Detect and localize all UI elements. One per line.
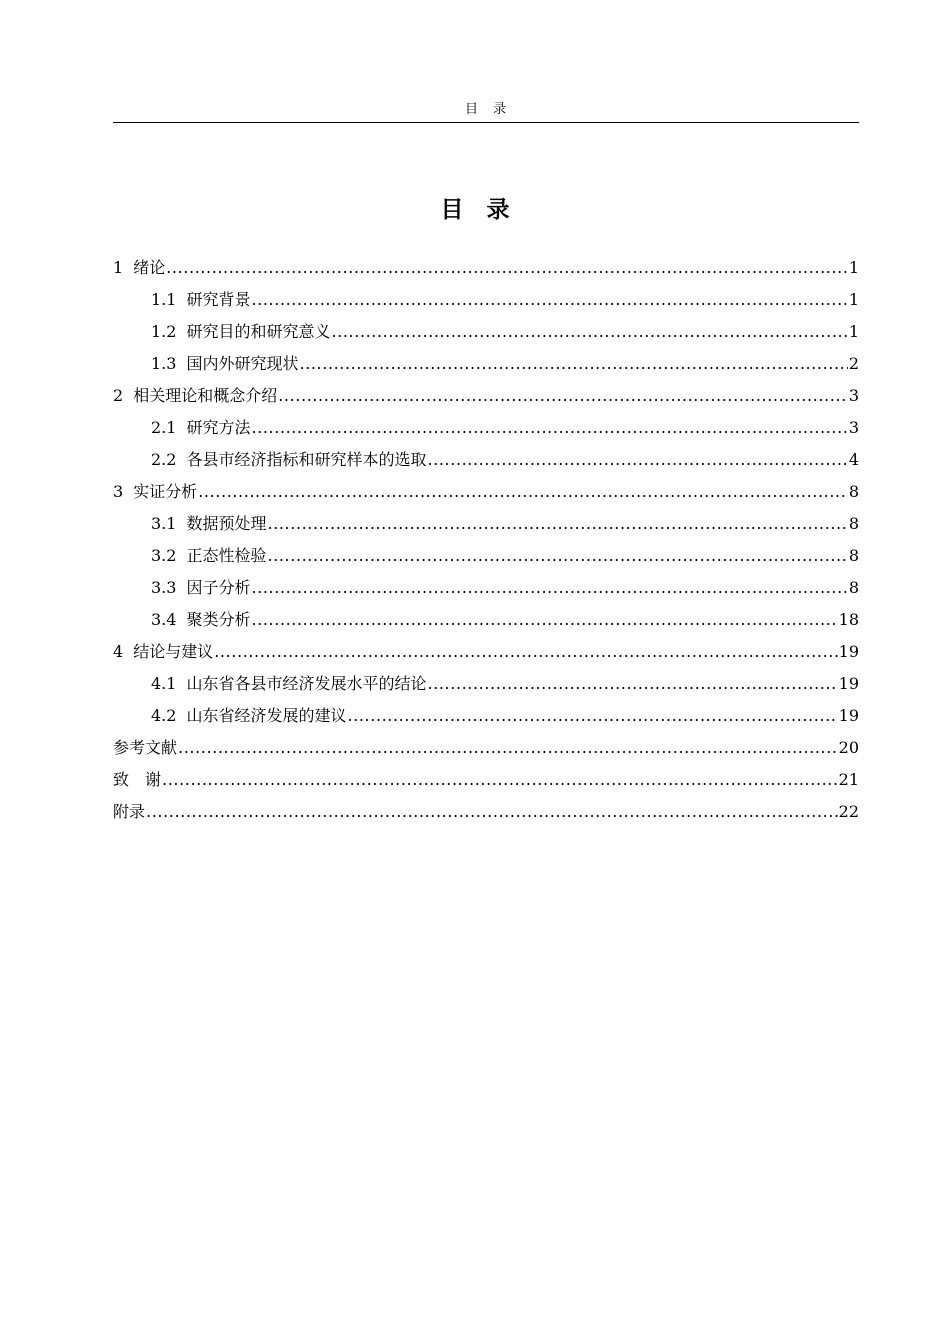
toc-entry-ch4[interactable] — [113, 636, 859, 668]
toc-dot-leader — [267, 540, 847, 572]
toc-entry-title: 参考文献 — [113, 738, 178, 757]
toc-entry-title: 数据预处理 — [186, 514, 267, 533]
toc-dot-leader — [278, 380, 848, 412]
toc-entry-page: 20 — [838, 738, 859, 757]
toc-entry-number: 4 — [113, 642, 124, 661]
toc-dot-leader — [214, 636, 837, 668]
toc-entry-4-2[interactable] — [113, 700, 859, 732]
toc-dot-leader — [251, 412, 847, 444]
toc-entry-appendix[interactable] — [113, 796, 859, 828]
toc-entry-number: 4.2 — [151, 706, 177, 725]
toc-entry-page: 19 — [838, 642, 859, 661]
toc-entry-references[interactable] — [113, 732, 859, 764]
toc-entry-ch3[interactable] — [113, 476, 859, 508]
running-header: 目 录 — [113, 100, 859, 123]
toc-entry-number: 3.3 — [151, 578, 177, 597]
toc-entry-title: 因子分析 — [186, 578, 251, 597]
toc-entry-page: 4 — [848, 450, 859, 469]
toc-entry-number: 3.1 — [151, 514, 177, 533]
toc-entry-title: 绪论 — [133, 258, 166, 277]
toc-entry-title: 相关理论和概念介绍 — [133, 386, 278, 405]
toc-entry-title: 附录 — [113, 802, 146, 821]
toc-dot-leader — [347, 700, 837, 732]
toc-dot-leader — [427, 444, 847, 476]
toc-entry-page: 1 — [848, 322, 859, 341]
toc-entry-title: 山东省各县市经济发展水平的结论 — [186, 674, 427, 693]
toc-dot-leader — [251, 572, 847, 604]
toc-entry-page: 19 — [838, 706, 859, 725]
toc-entry-number: 2.2 — [151, 450, 177, 469]
toc-entry-page: 8 — [848, 514, 859, 533]
toc-entry-page: 8 — [848, 482, 859, 501]
toc-entry-title: 山东省经济发展的建议 — [186, 706, 347, 725]
toc-entry-title: 正态性检验 — [186, 546, 267, 565]
toc-dot-leader — [251, 284, 847, 316]
toc-entry-number: 4.1 — [151, 674, 177, 693]
table-of-contents — [113, 252, 859, 828]
toc-entry-number: 2.1 — [151, 418, 177, 437]
toc-entry-number: 2 — [113, 386, 124, 405]
toc-dot-leader — [251, 604, 837, 636]
toc-entry-title: 研究背景 — [186, 290, 251, 309]
toc-dot-leader — [166, 252, 848, 284]
toc-entry-number: 3.2 — [151, 546, 177, 565]
toc-entry-title: 研究目的和研究意义 — [186, 322, 331, 341]
toc-dot-leader — [267, 508, 847, 540]
toc-entry-2-2[interactable] — [113, 444, 859, 476]
toc-entry-1-1[interactable] — [113, 284, 859, 316]
toc-title: 目 录 — [440, 197, 510, 223]
toc-entry-number: 1.1 — [151, 290, 177, 309]
toc-entry-page: 1 — [848, 258, 859, 277]
toc-entry-1-2[interactable] — [113, 316, 859, 348]
toc-entry-3-1[interactable] — [113, 508, 859, 540]
toc-entry-title: 致 谢 — [113, 770, 162, 789]
toc-entry-page: 3 — [848, 386, 859, 405]
toc-entry-page: 8 — [848, 578, 859, 597]
toc-entry-page: 22 — [838, 802, 859, 821]
toc-entry-1-3[interactable] — [113, 348, 859, 380]
toc-entry-number: 1.2 — [151, 322, 177, 341]
toc-entry-3-3[interactable] — [113, 572, 859, 604]
toc-entry-number: 3.4 — [151, 610, 177, 629]
toc-entry-page: 3 — [848, 418, 859, 437]
toc-dot-leader — [299, 348, 847, 380]
toc-entry-number: 3 — [113, 482, 124, 501]
toc-dot-leader — [146, 796, 838, 828]
toc-entry-page: 8 — [848, 546, 859, 565]
toc-dot-leader — [178, 732, 838, 764]
toc-entry-ch1[interactable] — [113, 252, 859, 284]
toc-dot-leader — [331, 316, 847, 348]
toc-entry-number: 1.3 — [151, 354, 177, 373]
toc-entry-3-4[interactable] — [113, 604, 859, 636]
toc-entry-page: 18 — [838, 610, 859, 629]
toc-entry-3-2[interactable] — [113, 540, 859, 572]
toc-entry-number: 1 — [113, 258, 124, 277]
toc-entry-2-1[interactable] — [113, 412, 859, 444]
toc-dot-leader — [162, 764, 838, 796]
toc-entry-4-1[interactable] — [113, 668, 859, 700]
toc-entry-ch2[interactable] — [113, 380, 859, 412]
toc-entry-title: 实证分析 — [133, 482, 198, 501]
toc-entry-page: 1 — [848, 290, 859, 309]
toc-entry-title: 聚类分析 — [186, 610, 251, 629]
toc-entry-page: 19 — [838, 674, 859, 693]
toc-entry-title: 研究方法 — [186, 418, 251, 437]
toc-entry-acknowledgements[interactable] — [113, 764, 859, 796]
toc-entry-page: 2 — [848, 354, 859, 373]
toc-dot-leader — [198, 476, 848, 508]
toc-dot-leader — [427, 668, 837, 700]
toc-entry-title: 国内外研究现状 — [186, 354, 299, 373]
toc-entry-title: 结论与建议 — [133, 642, 214, 661]
toc-entry-page: 21 — [838, 770, 859, 789]
toc-entry-title: 各县市经济指标和研究样本的选取 — [186, 450, 427, 469]
